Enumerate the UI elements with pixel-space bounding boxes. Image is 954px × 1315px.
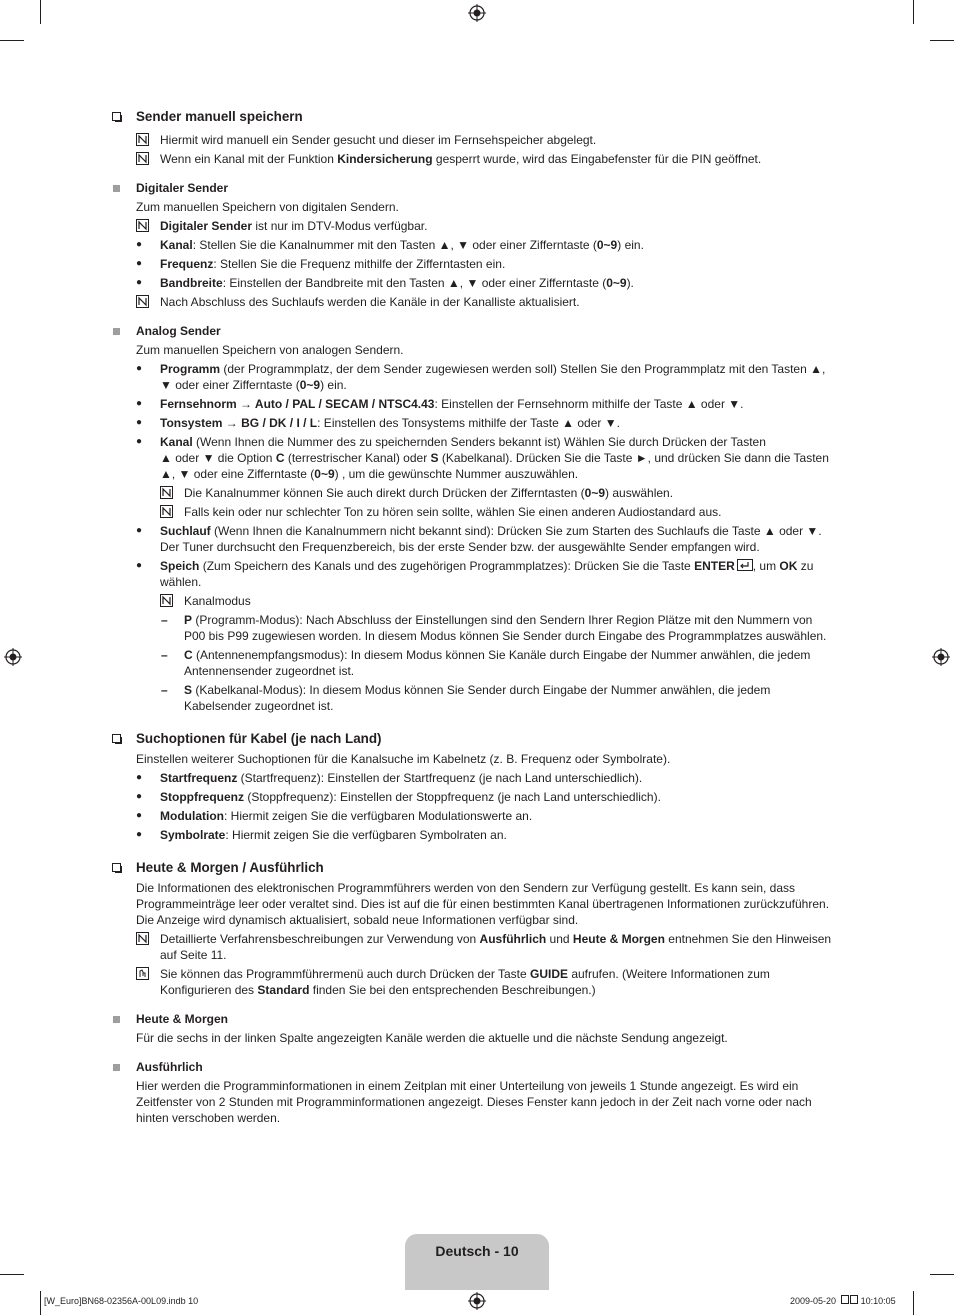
note-icon <box>136 295 149 308</box>
list-item: ● Bandbreite: Einstellen der Bandbreite mit den Tasten ▲, ▼ oder einer Zifferntaste (0~9). <box>112 275 844 291</box>
note-line: Kanalmodus <box>112 593 844 609</box>
paragraph: Einstellen weiterer Suchoptionen für die Kanalsuche im Kabelnetz (z. B. Frequenz oder Symbolrate). <box>136 752 671 766</box>
crop-mark <box>40 1291 41 1315</box>
paragraph: Die Informationen des elektronischen Programmführers werden von den Sendern zur Verfügung gestellt. Es kann sein, dass Programmeinträge leer oder veraltet sind. Dies ist auf die für einen bestimmten Kanal übertragenen Informationen zurückzuführen. Die Anzeige wird dynamisch aktualisiert, sobald neue Informationen verfügbar sind. <box>136 881 830 927</box>
crop-mark <box>0 40 24 41</box>
list-item: ● Fernsehnorm → Auto / PAL / SECAM / NTSC4.43: Einstellen der Fernsehnorm mithilfe der Taste ▲ oder ▼. <box>112 396 844 412</box>
note-line: Falls kein oder nur schlechter Ton zu hören sein sollte, wählen Sie einen anderen Audiostandard aus. <box>112 504 844 520</box>
paragraph: Zum manuellen Speichern von analogen Sendern. <box>136 343 404 357</box>
note-icon <box>160 486 173 499</box>
note-icon <box>160 505 173 518</box>
registration-mark-icon <box>468 4 486 22</box>
checkbox-bullet-icon <box>112 863 121 872</box>
sub-heading: Heute & Morgen <box>112 1011 844 1027</box>
registration-mark-icon <box>468 1292 486 1310</box>
note-icon <box>136 932 149 945</box>
list-item: ● Stoppfrequenz (Stoppfrequenz): Einstellen der Stoppfrequenz (je nach Land unterschiedlich). <box>112 789 844 805</box>
note-line: Nach Abschluss des Suchlaufs werden die Kanäle in der Kanalliste aktualisiert. <box>112 294 844 310</box>
list-item: ● Startfrequenz (Startfrequenz): Einstellen der Startfrequenz (je nach Land unterschiedlich). <box>112 770 844 786</box>
list-item: ● Symbolrate: Hiermit zeigen Sie die verfügbaren Symbolraten an. <box>112 827 844 843</box>
square-bullet-icon <box>113 185 120 192</box>
registration-mark-icon <box>4 648 22 666</box>
footer-boxes <box>841 1295 849 1304</box>
remote-tip-icon <box>136 967 149 980</box>
list-item: – C (Antennenempfangsmodus): In diesem Modus können Sie Kanäle durch Eingabe der Nummer anwählen, die jedem Antennensender zugeordnet ist. <box>112 647 844 679</box>
crop-mark <box>40 0 41 24</box>
note-line: Wenn ein Kanal mit der Funktion Kindersicherung gesperrt wurde, wird das Eingabefenster für die PIN geöffnet. <box>112 151 844 167</box>
section-heading: Sender manuell speichern <box>112 108 844 126</box>
paragraph: Hier werden die Programminformationen in einem Zeitplan mit einer Unterteilung von jeweils 1 Stunde angezeigt. Es wird ein Zeitfenster von 2 Stunden mit Programminformationen angezeigt. Dieses Fenster kann jedoch in der Zeit nach vorne oder nach hinten verschoben werden. <box>136 1079 812 1125</box>
list-item: ● Modulation: Hiermit zeigen Sie die verfügbaren Modulationswerte an. <box>112 808 844 824</box>
list-item: ● Tonsystem → BG / DK / I / L: Einstellen des Tonsystems mithilfe der Taste ▲ oder ▼. <box>112 415 844 431</box>
note-line: Hiermit wird manuell ein Sender gesucht und dieser im Fernsehspeicher abgelegt. <box>112 132 844 148</box>
footer-boxes <box>850 1295 858 1304</box>
checkbox-bullet-icon <box>112 734 121 743</box>
sub-heading: Digitaler Sender <box>112 180 844 196</box>
list-item: ● Programm (der Programmplatz, der dem Sender zugewiesen werden soll) Stellen Sie den Programmplatz mit den Tasten ▲, ▼ oder einer Zifferntaste (0~9) ein. <box>112 361 844 393</box>
checkbox-bullet-icon <box>112 112 121 121</box>
note-icon <box>136 219 149 232</box>
note-icon <box>136 133 149 146</box>
crop-mark <box>930 1274 954 1275</box>
square-bullet-icon <box>113 1016 120 1023</box>
list-item: ● Kanal: Stellen Sie die Kanalnummer mit den Tasten ▲, ▼ oder einer Zifferntaste (0~9) ein. <box>112 237 844 253</box>
crop-mark <box>930 40 954 41</box>
list-item: – P (Programm-Modus): Nach Abschluss der Einstellungen sind den Sendern Ihrer Region Plätze mit den Nummern von P00 bis P99 zugewiesen worden. In diesem Modus können Sie Sender durch Eingabe des Programmplatzes auswählen. <box>112 612 844 644</box>
square-bullet-icon <box>113 328 120 335</box>
sub-heading: Ausführlich <box>112 1059 844 1075</box>
note-line: Sie können das Programmführermenü auch durch Drücken der Taste GUIDE aufrufen. (Weitere Informationen zum Konfigurieren des Standard finden Sie bei den entsprechenden Beschreibungen.) <box>112 966 844 998</box>
page-number-tab <box>405 1234 549 1290</box>
crop-mark <box>913 0 914 24</box>
crop-mark <box>0 1274 24 1275</box>
footer-file: [W_Euro]BN68-02356A-00L09.indb 10 <box>44 1296 199 1306</box>
paragraph: Für die sechs in der linken Spalte angezeigten Kanäle werden die aktuelle und die nächste Sendung angezeigt. <box>136 1031 728 1045</box>
list-item: ● Frequenz: Stellen Sie die Frequenz mithilfe der Zifferntasten ein. <box>112 256 844 272</box>
list-item: ● Kanal (Wenn Ihnen die Nummer des zu speichernden Senders bekannt ist) Wählen Sie durch Drücken der Tasten ▲ oder ▼ die Option C (terrestrischer Kanal) oder S (Kabelkanal). Drücken Sie die Taste ►, und drücken Sie dann die Tasten ▲, ▼ oder eine Zifferntaste (0~9) , um die gewünschte Nummer auszuwählen. <box>112 434 844 482</box>
list-item: ● Suchlauf (Wenn Ihnen die Kanalnummern nicht bekannt sind): Drücken Sie zum Starten des Suchlaufs die Taste ▲ oder ▼. Der Tuner durchsucht den Frequenzbereich, bis der erste Sender bzw. der ausgewählte Sender empfangen wird. <box>112 523 844 555</box>
section-heading: Heute & Morgen / Ausführlich <box>112 859 844 877</box>
note-line: Digitaler Sender ist nur im DTV-Modus verfügbar. <box>112 218 844 234</box>
note-line: Die Kanalnummer können Sie auch direkt durch Drücken der Zifferntasten (0~9) auswählen. <box>112 485 844 501</box>
note-line: Detaillierte Verfahrensbeschreibungen zur Verwendung von Ausführlich und Heute & Morgen entnehmen Sie den Hinweisen auf Seite 11. <box>112 931 844 963</box>
paragraph: Zum manuellen Speichern von digitalen Sendern. <box>136 200 399 214</box>
sub-heading: Analog Sender <box>112 323 844 339</box>
square-bullet-icon <box>113 1064 120 1071</box>
list-item: – S (Kabelkanal-Modus): In diesem Modus können Sie Sender durch Eingabe der Nummer anwählen, die jedem Kabelsender zugeordnet ist. <box>112 682 844 714</box>
page-number: Deutsch - 10 <box>435 1243 519 1259</box>
document-body <box>112 108 844 1126</box>
section-heading: Suchoptionen für Kabel (je nach Land) <box>112 730 844 748</box>
footer-date: 2009-05-20 10:10:05 <box>790 1296 896 1306</box>
note-icon <box>136 152 149 165</box>
registration-mark-icon <box>932 648 950 666</box>
list-item: ● Speich (Zum Speichern des Kanals und des zugehörigen Programmplatzes): Drücken Sie die Taste ENTER , um OK zu wählen. <box>112 558 844 590</box>
note-icon <box>160 594 173 607</box>
crop-mark <box>913 1291 914 1315</box>
enter-key-icon <box>737 559 753 571</box>
